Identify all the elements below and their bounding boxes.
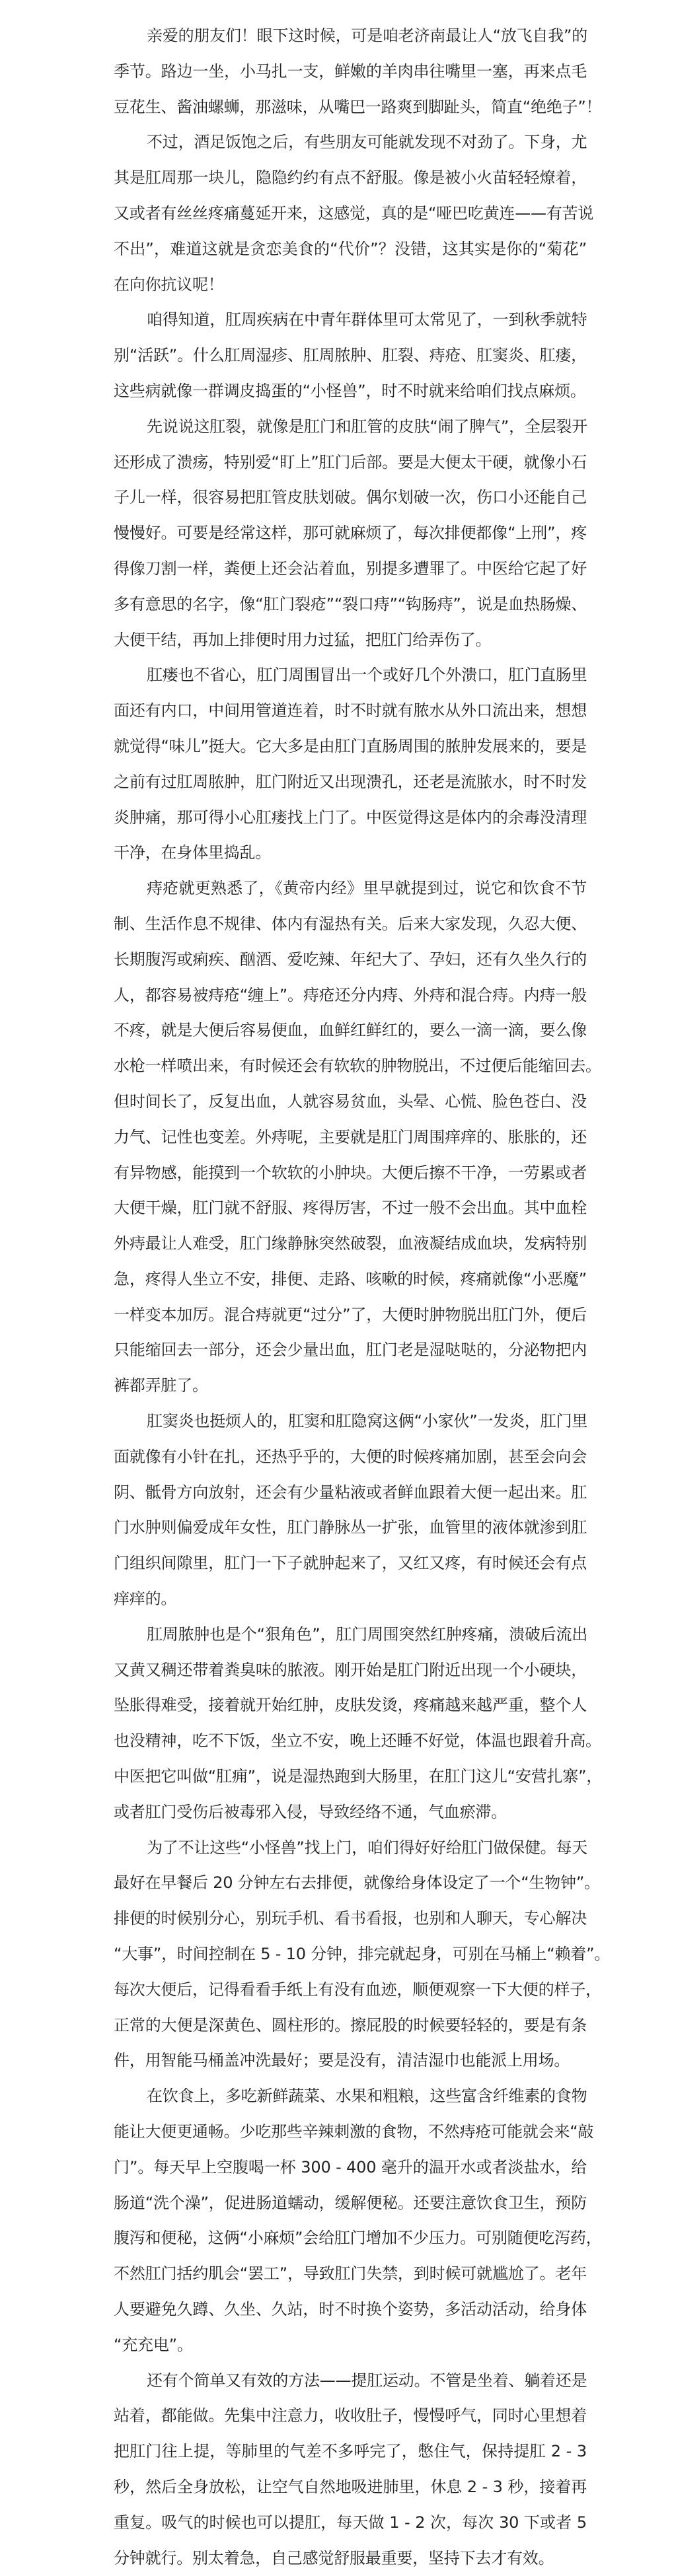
text-line: 为了不让这些“小怪兽”找上门，咱们得好好给肛门做保健。每天 [147,1838,588,1857]
text-line: 还有个简单又有效的方法——提肛运动。不管是坐着、躺着还是 [147,2371,587,2390]
text-line: 季节。路边一坐，小马扎一支，鲜嫩的羊肉串往嘴里一塞，再来点毛 [114,61,587,81]
text-line: 别“活跃”。什么肛周湿疹、肛周脓肿、肛裂、痔疮、肛窦炎、肛瘘， [114,346,587,365]
text-line: 这些病就像一群调皮捣蛋的“小怪兽”，时不时就来给咱们找点麻烦。 [114,381,586,400]
text-line: 重复。吸气的时候也可以提肛，每天做 1 - 2 次，每次 30 下或者 5 [114,2513,587,2532]
text-line: 痒痒的。 [114,1589,177,1609]
text-line: 得像刀割一样，粪便上还会沾着血，别提多遭罪了。中医给它起了好 [114,559,587,578]
text-line: 面就像有小针在扎，还热乎乎的，大便的时候疼痛加剧，甚至会向会 [114,1447,587,1466]
paragraph-anal-sinusitis [114,1404,587,1617]
paragraph-discomfort [114,125,594,302]
text-line: 其是肛周那一块儿，隐隐约约有点不舒服。像是被小火苗轻轻燎着， [114,168,587,188]
text-line: 正常的大便是深黄色、圆柱形的。擦屁股的时候要轻轻的，要是有条 [114,2015,587,2035]
text-line: 之前有过肛周脓肿，肛门附近又出现溃孔，还老是流脓水，时不时发 [114,772,587,791]
text-line: 长期腹泻或痢疾、酗酒、爱吃辣、年纪大了、孕妇，还有久坐久行的 [114,950,587,969]
text-line: 急，疼得人坐立不安，排便、走路、咳嗽的时候，疼痛就像“小恶魔” [114,1269,587,1288]
text-line: 中医把它叫做“肛痈”，说是湿热跑到大肠里，在肛门这儿“安营扎寨”， [114,1767,603,1786]
text-line: 还形成了溃疡，特别爱“盯上”肛门后部。要是大便太干硬，就像小石 [114,452,587,471]
text-line: 阴、骶骨方向放射，还会有少量粘液或者鲜血跟着大便一起出来。肛 [114,1482,587,1502]
text-line: 大便干燥，肛门就不舒服、疼得厉害，不过一般不会出血。其中血栓 [114,1199,587,1218]
paragraph-levator-exercise [114,2363,587,2576]
text-line: 件，用智能马桶盖冲洗最好；要是没有，清洁湿巾也能派上用场。 [114,2051,570,2070]
text-line: 制、生活作息不规律、体内有湿热有关。后来大家发现，久忍大便、 [114,914,587,933]
text-line: 又黄又稠还带着粪臭味的脓液。刚开始是肛门附近出现一个小硬块， [114,1660,587,1679]
text-line: 肠道“洗个澡”，促进肠道蠕动，缓解便秘。还要注意饮食卫生，预防 [114,2193,587,2212]
text-line: 外痔最让人难受，肛门缘静脉突然破裂，血液凝结成血块，发病特别 [114,1234,587,1253]
text-line: 排便的时候别分心，别玩手机、看书看报，也别和人聊天，专心解决 [114,1909,587,1928]
text-line: 但时间长了，反复出血，人就容易贫血，头晕、心慌、脸色苍白、没 [114,1092,587,1111]
text-line: 把肛门往上提，等肺里的气差不多呼完了，憋住气，保持提肛 2 - 3 [114,2442,587,2461]
text-line: 能让大便更通畅。少吃那些辛辣刺激的食物，不然痔疮可能就会来“敲 [114,2122,594,2141]
text-line: 亲爱的朋友们！眼下这时候，可是咱老济南最让人“放飞自我”的 [147,26,588,45]
text-line: 门”。每天早上空腹喝一杯 300 - 400 毫升的温开水或者淡盐水，给 [114,2157,587,2176]
text-line: 面还有内口，中间用管道连着，时不时就有脓水从外口流出来，想想 [114,701,587,720]
text-line: 水枪一样喷出来，有时候还会有软软的肿物脱出，不过便后能缩回去。 [114,1057,601,1076]
text-line: 只能缩回去一部分，还会少量出血，肛门老是湿哒哒的，分泌物把内 [114,1340,587,1360]
text-line: 又或者有丝丝疼痛蔓延开来，这感觉，真的是“哑巴吃黄连——有苦说 [114,203,594,223]
text-line: 慢慢好。可要是经常这样，那可就麻烦了，每次排便都像“上刑”，疼 [114,524,587,543]
text-line: 子儿一样，很容易把肛管皮肤划破。偶尔划破一次，伤口小还能自己 [114,488,587,507]
text-line: 不出”，难道这就是贪恋美食的“代价”？没错，这其实是你的“菊花” [114,239,587,258]
paragraph-perianal-abscess [114,1617,603,1830]
text-line: 多有意思的名字，像“肛门裂疮”“裂口痔”“钩肠痔”，说是血热肠燥、 [114,594,587,613]
text-line: 炎肿痛，那可得小心肛瘘找上门了。中医觉得这是体内的余毒没清理 [114,808,587,827]
text-line: 分钟就行。别太着急，自己感觉舒服最重要，坚持下去才有效。 [114,2548,554,2567]
text-line: 力气、记性也变差。外痔呢，主要就是肛门周围痒痒的、胀胀的，还 [114,1127,587,1146]
paragraph-diet [114,2079,602,2363]
text-line: 有异物感，能摸到一个软软的小肿块。大便后擦不干净，一劳累或者 [114,1163,587,1182]
paragraph-intro [114,18,602,125]
text-line: 也没精神，吃不下饭，坐立不安，晚上还睡不好觉，体温也跟着升高。 [114,1731,601,1751]
text-line: 门组织间隙里，肛门一下子就肿起来了，又红又疼，有时候还会有点 [114,1554,587,1573]
paragraph-common-diseases [114,302,587,409]
text-line: 一样变本加厉。混合痔就更“过分”了，大便时肿物脱出肛门外，便后 [114,1305,587,1324]
text-line: 肛窦炎也挺烦人的，肛窦和肛隐窝这俩“小家伙”一发炎，肛门里 [147,1412,588,1431]
text-line: 最好在早餐后 20 分钟左右去排便，就像给身体设定了一个“生物钟”。 [114,1873,600,1893]
text-line: 干净，在身体里捣乱。 [114,843,271,862]
article-body [114,18,611,2576]
paragraph-anal-fissure [114,409,587,658]
text-line: 不过，酒足饭饱之后，有些朋友可能就发现不对劲了。下身，尤 [147,133,587,152]
text-line: 不然肛门括约肌会“罢工”，导致肛门失禁，到时候可就尴尬了。老年 [114,2264,587,2283]
text-line: 腹泻和便秘，这俩“小麻烦”会给肛门增加不少压力。可别随便吃泻药， [114,2229,602,2248]
text-line: 在饮食上，多吃新鲜蔬菜、水果和粗粮，这些富含纤维素的食物 [147,2087,587,2106]
text-line: 每次大便后，记得看看手纸上有没有血迹，顺便观察一下大便的样子， [114,1980,601,1999]
paragraph-anal-fistula [114,658,587,871]
text-line: 人，都容易被痔疮“缠上”。痔疮还分内痔、外痔和混合痔。内痔一般 [114,985,587,1004]
paragraph-hemorrhoids [114,871,601,1404]
text-line: “大事”，时间控制在 5 - 10 分钟，排完就起身，可别在马桶上“赖着”。 [114,1945,611,1964]
text-line: 先说说这肛裂，就像是肛门和肛管的皮肤“闹了脾气”，全层裂开 [147,417,588,436]
text-line: 肛瘘也不省心，肛门周围冒出一个或好几个外溃口，肛门直肠里 [147,666,587,685]
text-line: 不疼，就是大便后容易便血，血鲜红鲜红的，要么一滴一滴，要么像 [114,1021,587,1040]
text-line: 秒，然后全身放松，让空气自然地吸进肺里，休息 2 - 3 秒，接着再 [114,2477,587,2496]
text-line: 咱得知道，肛周疾病在中青年群体里可太常见了，一到秋季就特 [147,310,587,330]
text-line: 豆花生、酱油螺蛳，那滋味，从嘴巴一路爽到脚趾头，简直“绝绝子”！ [114,97,602,116]
text-line: 裤都弄脏了。 [114,1376,208,1395]
text-line: 在向你抗议呢！ [114,275,224,294]
text-line: 或者肛门受伤后被毒邪入侵，导致经络不通，气血瘀滞。 [114,1802,507,1821]
text-line: 人要避免久蹲、久坐、久站，时不时换个姿势，多活动活动，给身体 [114,2300,587,2318]
text-line: 大便干结，再加上排便时用力过猛，把肛门给弄伤了。 [114,630,492,649]
text-line: “充充电”。 [114,2335,193,2354]
text-line: 肛周脓肿也是个“狠角色”，肛门周围突然红肿疼痛，溃破后流出 [147,1624,588,1644]
text-line: 痔疮就更熟悉了，《黄帝内经》里早就提到过，说它和饮食不节 [147,879,587,898]
text-line: 坠胀得难受，接着就开始红肿，皮肤发烫，疼痛越来越严重，整个人 [114,1696,587,1715]
text-line: 站着，都能做。先集中注意力，收收肚子，慢慢呼气，同时心里想着 [114,2406,587,2425]
paragraph-bowel-habits [114,1830,611,2079]
text-line: 就觉得“味儿”挺大。它大多是由肛门直肠周围的脓肿发展来的，要是 [114,736,587,755]
text-line: 门水肿则偏爱成年女性，肛门静脉丛一扩张，血管里的液体就渗到肛 [114,1518,587,1537]
